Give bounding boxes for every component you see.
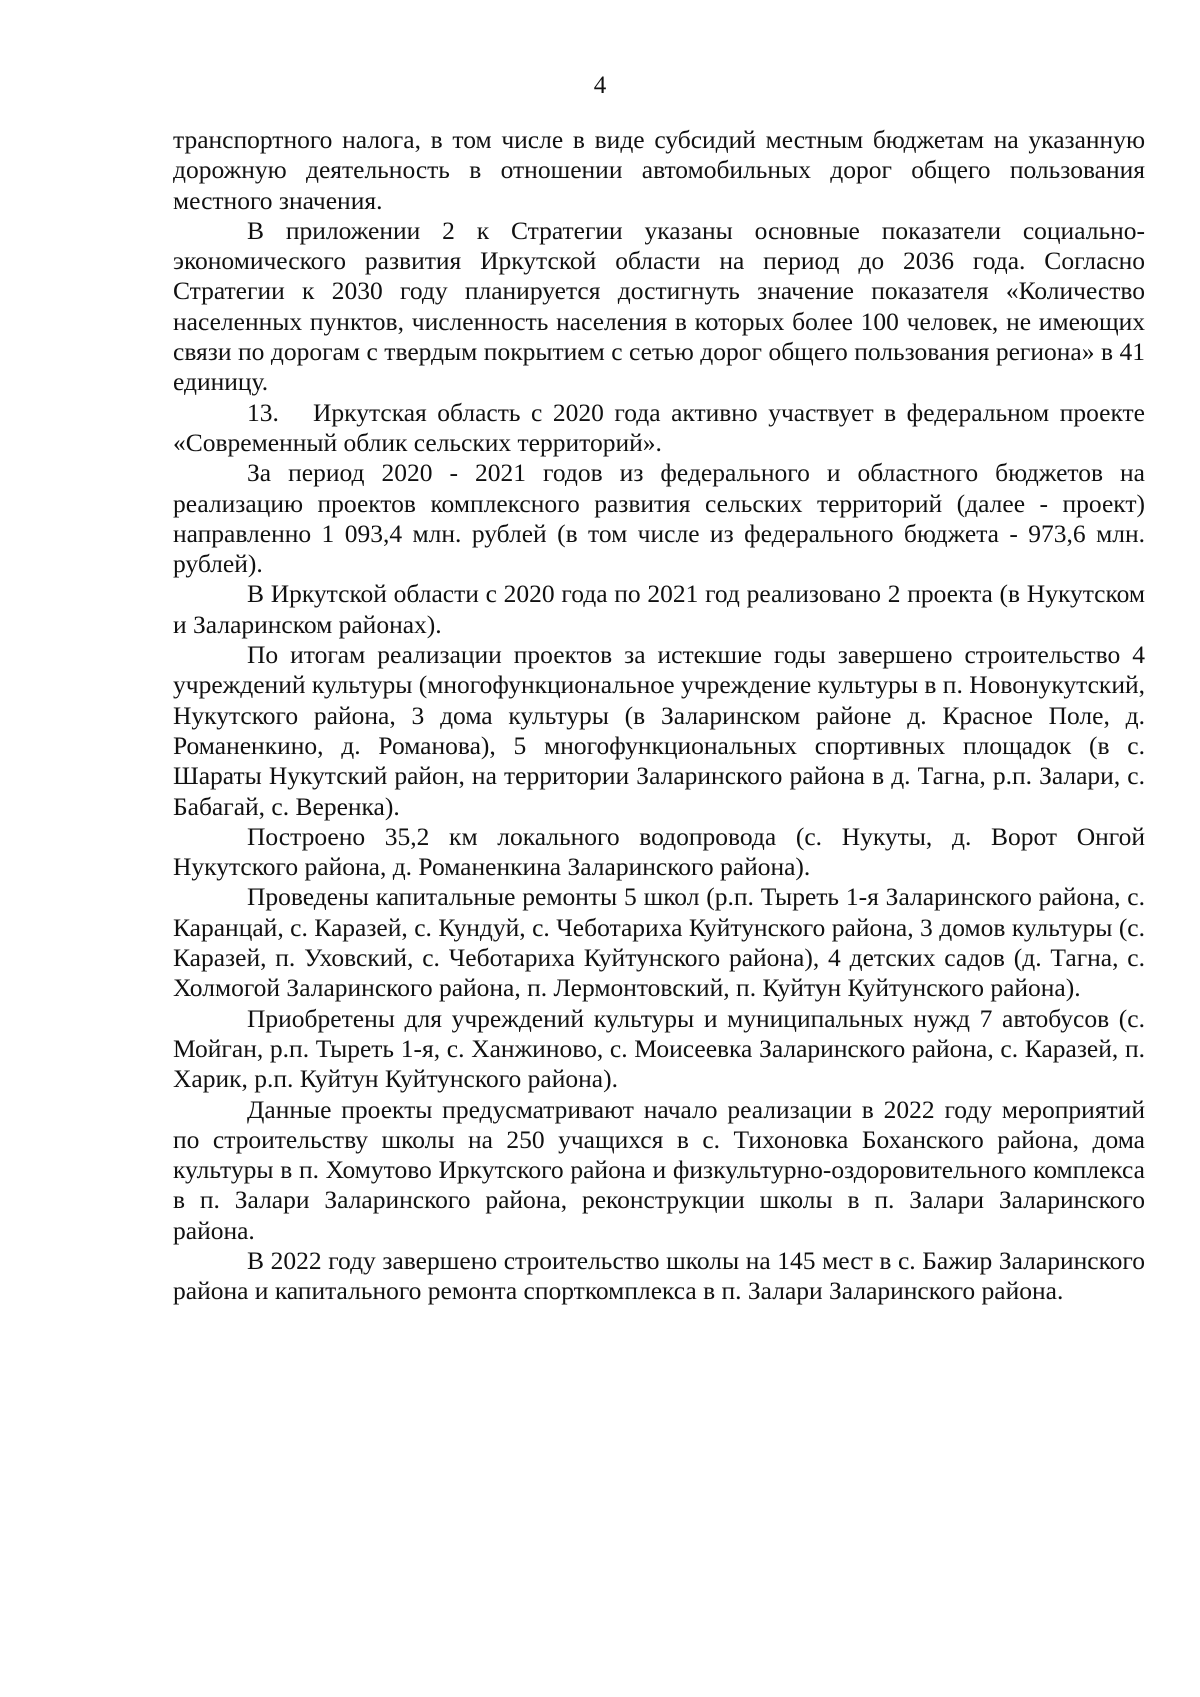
paragraph-funding: За период 2020 - 2021 годов из федерального и областного бюджетов на реализацию проектов комплексного развития сельских территорий (далее - проект) направленно 1 093,4 млн. рублей (в том числе из федерального бюджета - 973,6 млн. рублей).	[173, 458, 1145, 579]
paragraph-number: 13.	[247, 397, 279, 427]
document-body	[173, 125, 1145, 1307]
paragraph-2022-completed: В 2022 году завершено строительство школы на 145 мест в с. Бажир Заларинского района и капитального ремонта спорткомплекса в п. Залари Заларинского района.	[173, 1245, 1145, 1306]
paragraph-buses: Приобретены для учреждений культуры и муниципальных нужд 7 автобусов (с. Мойган, р.п. Тыреть 1-я, с. Ханжиново, с. Моисеевка Заларинского района, с. Каразей, п. Харик, р.п. Куйтун Куйтунского района).	[173, 1003, 1145, 1094]
paragraph-strategy-appendix: В приложении 2 к Стратегии указаны основные показатели социально-экономического развития Иркутской области на период до 2036 года. Согласно Стратегии к 2030 году планируется достигнуть значение показателя «Количество населенных пунктов, численность населения в которых более 100 человек, не имеющих связи по дорогам с твердым покрытием с сетью дорог общего пользования региона» в 41 единицу.	[173, 215, 1145, 397]
paragraph-continuation: транспортного налога, в том числе в виде субсидий местным бюджетам на указанную дорожную деятельность в отношении автомобильных дорог общего пользования местного значения.	[173, 125, 1145, 215]
paragraph-repairs: Проведены капитальные ремонты 5 школ (р.п. Тыреть 1-я Заларинского района, с. Каранцай, с. Каразей, с. Кундуй, с. Чеботариха Куйтунского района, 3 домов культуры (с. Каразей, п. Уховский, с. Чеботариха Куйтунского района), 4 детских садов (д. Тагна, с. Холмогой Заларинского района, п. Лермонтовский, п. Куйтун Куйтунского района).	[173, 882, 1145, 1003]
paragraph-13-text: Иркутская область с 2020 года активно участвует в федеральном проекте «Современный облик сельских территорий».	[173, 397, 1145, 457]
paragraph-projects-count: В Иркутской области с 2020 года по 2021 год реализовано 2 проекта (в Нукутском и Заларинском районах).	[173, 579, 1145, 639]
paragraph-13	[173, 398, 1145, 459]
paragraph-culture-construction: По итогам реализации проектов за истекшие годы завершено строительство 4 учреждений культуры (многофункциональное учреждение культуры в п. Новонукутский, Нукутского района, 3 дома культуры (в Заларинском районе д. Красное Поле, д. Романенкино, д. Романова), 5 многофункциональных спортивных площадок (в с. Шараты Нукутский район, на территории Заларинского района в д. Тагна, р.п. Залари, с. Бабагай, с. Веренка).	[173, 640, 1145, 821]
paragraph-water-supply: Построено 35,2 км локального водопровода (с. Нукуты, д. Ворот Онгой Нукутского района, д. Романенкина Заларинского района).	[173, 821, 1145, 882]
page-number: 4	[593, 72, 607, 99]
paragraph-2022-plans: Данные проекты предусматривают начало реализации в 2022 году мероприятий по строительству школы на 250 учащихся в с. Тихоновка Боханского района, дома культуры в п. Хомутово Иркутского района и физкультурно-оздоровительного комплекса в п. Залари Заларинского района, реконструкции школы в п. Залари Заларинского района.	[173, 1094, 1145, 1245]
